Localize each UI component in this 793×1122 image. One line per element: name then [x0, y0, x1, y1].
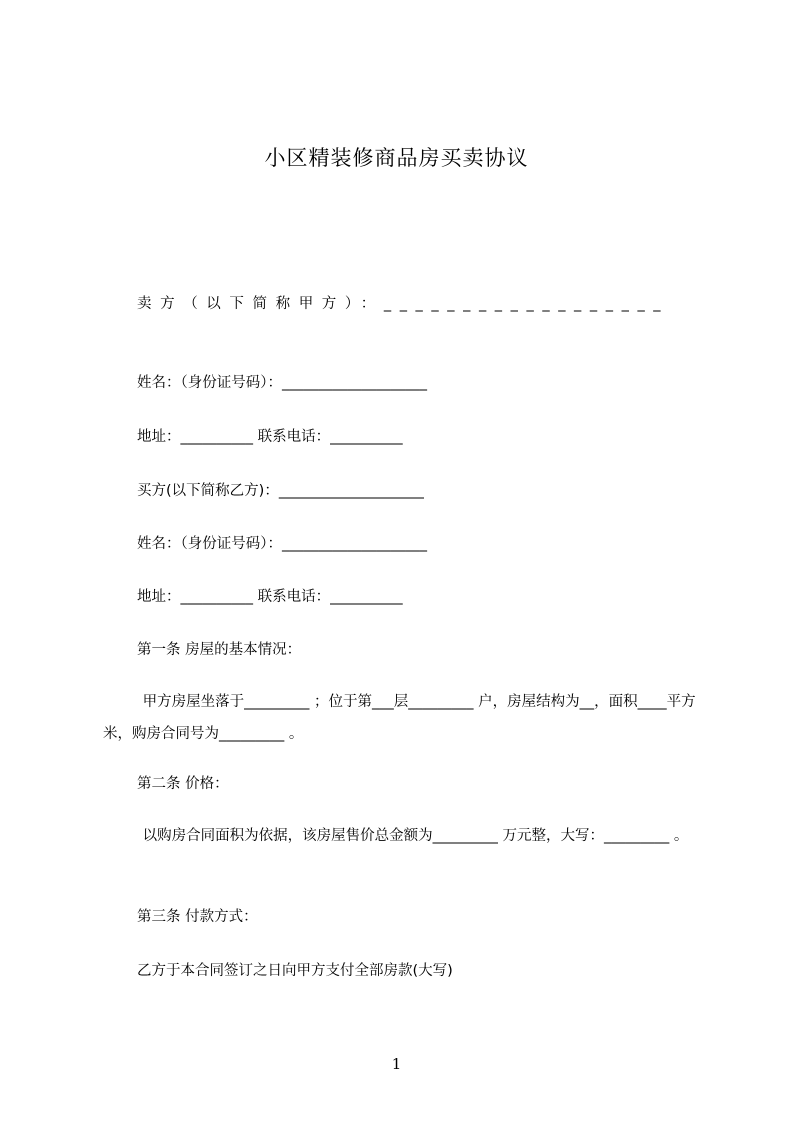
document-title: 小区精装修商品房买卖协议: [264, 146, 529, 170]
buyer-name-line: 姓名：（身份证号码）：____________________: [137, 536, 427, 552]
seller-name-line: 姓名：（身份证号码）：____________________: [137, 375, 427, 391]
article-1-heading: 第一条 房屋的基本情况：: [137, 642, 302, 658]
article-1-body: [103, 686, 701, 750]
page-number: 1: [391, 1055, 402, 1073]
buyer-address-line: 地址：__________ 联系电话：__________: [137, 589, 403, 605]
article-2-text: 以购房合同面积为依据，该房屋售价总金额为_________ 万元整，大写：_________ 。: [138, 828, 689, 844]
article-1-text: 甲方房屋坐落于_________ ；位于第___层_________ 户，房屋结构为__，面积____平方米，购房合同号为_________ 。: [103, 694, 696, 742]
buyer-line: 买方(以下简称乙方)：____________________: [137, 483, 424, 499]
seller-address-line: 地址：__________ 联系电话：__________: [137, 429, 403, 445]
article-3-body: 乙方于本合同签订之日向甲方支付全部房款(大写): [137, 963, 453, 979]
article-2-body: [103, 820, 701, 852]
seller-line: 卖方（以下简称甲方）：__________________: [137, 296, 670, 312]
article-2-heading: 第二条 价格：: [137, 776, 229, 792]
article-3-heading: 第三条 付款方式：: [137, 909, 258, 925]
